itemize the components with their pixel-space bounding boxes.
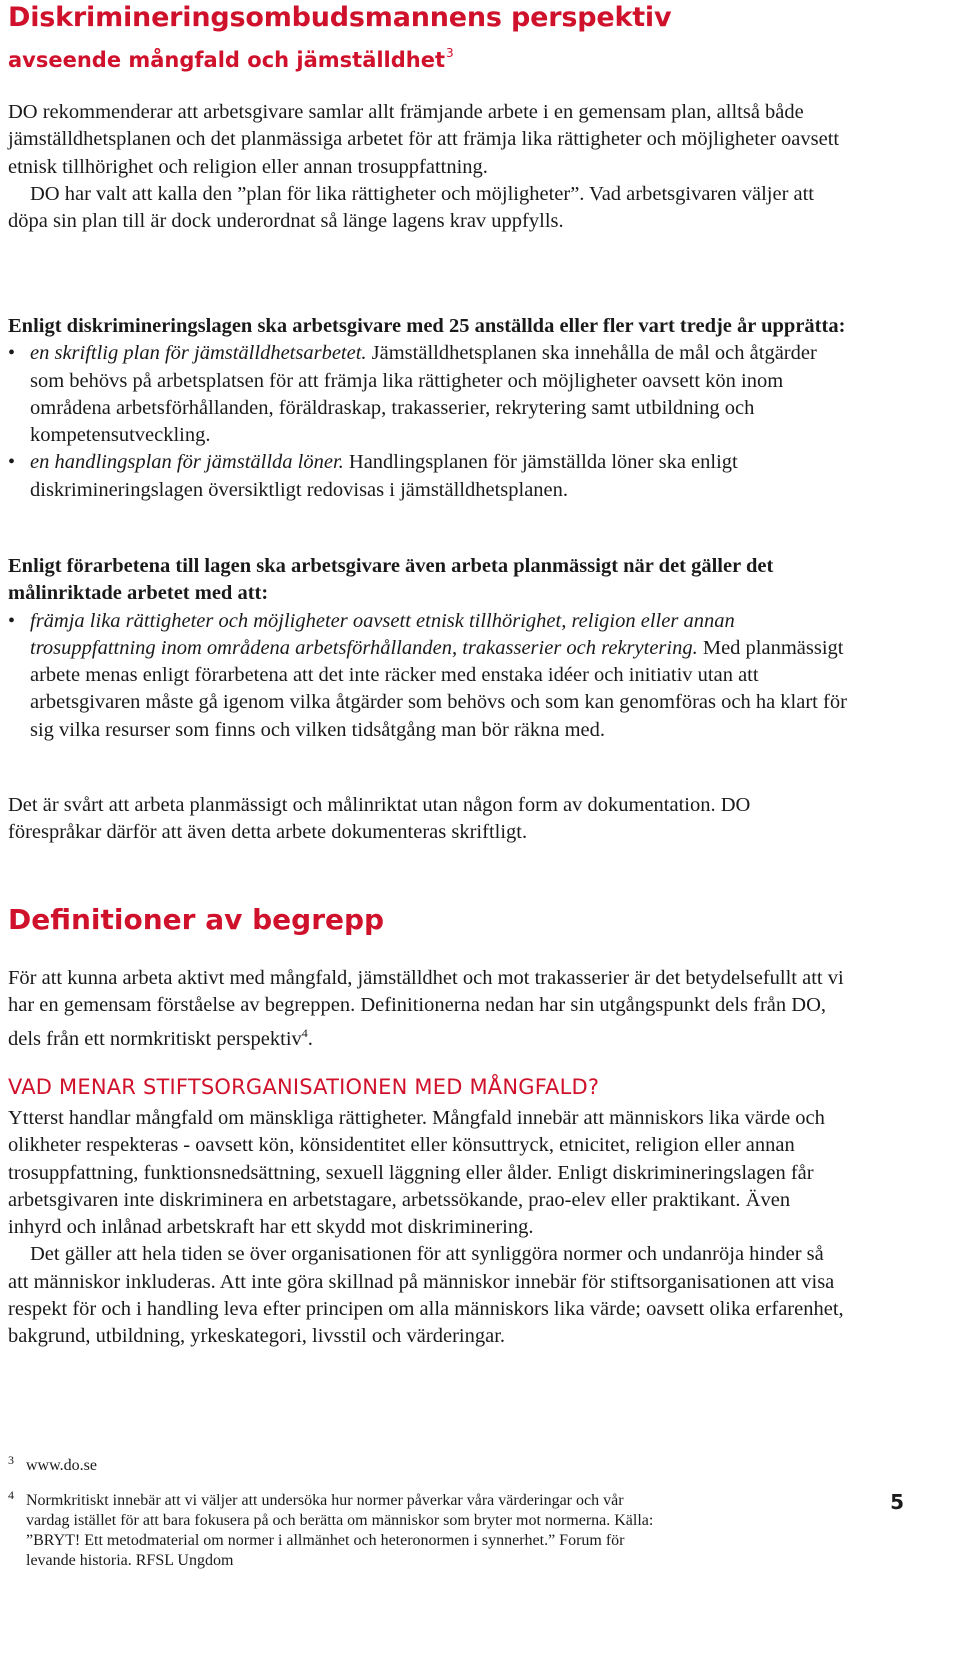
law-item-2-text: Handlingsplanen för jämställda löner ska enligt diskrimineringslagen översiktligt redovisas i jämställdhetsplanen.	[30, 451, 738, 501]
definitions-intro-text: För att kunna arbeta aktivt med mångfald, jämställdhet och mot trakasserier är det betydelsefullt att vi har en gemensam förståelse av begreppen. Definitionerna nedan har sin utgångspunkt dels från DO, dels från ett normkritiskt perspektiv	[8, 967, 844, 1050]
prep-item-1-text: Med planmässigt arbete menas enligt förarbetena att det inte räcker med enstaka idéer och initiativ utan att arbetsgivaren måste gå igenom vilka åtgärder som behövs och som kan genomföras och ha klart för sig vilka resurser som finns och vilken tidsåtgång man bör räkna med.	[30, 636, 847, 741]
page-subtitle	[8, 46, 454, 72]
closing-section	[8, 792, 848, 847]
intro-paragraph-1: DO rekommenderar att arbetsgivare samlar allt främjande arbete i en gemensam plan, alltså både jämställdhetsplanen och det planmässiga arbetet för att främja lika rättigheter och möjligheter oavsett etnisk tillhörighet och religion eller annan trosuppfattning.	[8, 101, 840, 178]
mangfald-paragraph-2: Det gäller att hela tiden se över organisationen för att synliggöra normer och undanröja hinder så att människor inkluderas. Att inte göra skillnad på människor innebär för stiftsorganisationen att visa respekt för och i handling leva efter principen om alla människors lika värde; oavsett olika erfarenhet, bakgrund, utbildning, yrkeskategori, livsstil och värderingar.	[8, 1243, 844, 1348]
mangfald-question: VAD MENAR STIFTSORGANISATIONEN MED MÅNGFALD?	[8, 1075, 600, 1099]
prep-list	[8, 608, 848, 744]
footnote-3-text: www.do.se	[26, 1457, 97, 1474]
law-item-1	[8, 340, 848, 449]
definitions-intro-section	[8, 965, 848, 1053]
law-item-1-text: Jämställdhetsplanen ska innehålla de mål och åtgärder som behövs på arbetsplatsen för att främja lika rättigheter och möjligheter oavsett kön inom områdena arbetsförhållanden, föräldraskap, trakasserier, rekrytering samt utbildning och kompetensutveckling.	[30, 342, 817, 447]
prep-item-1-italic: främja lika rättigheter och möjligheter oavsett etnisk tillhörighet, religion eller annan trosuppfattning inom områdena arbetsförhållanden, trakasserier och rekrytering.	[30, 609, 735, 659]
intro-paragraph-2: DO har valt att kalla den ”plan för lika rättigheter och möjligheter”. Vad arbetsgivaren väljer att döpa sin plan till är dock underordnat så länge lagens krav uppfylls.	[8, 182, 815, 233]
law-list	[8, 340, 848, 504]
footnote-4-text: Normkritiskt innebär att vi väljer att undersöka hur normer påverkar våra värderingar och vår vardag istället för att bara fokusera på och berätta om människor som bryter mot normerna. Källa: ”BRYT! Ett metodmaterial om normer i allmänhet och heteronormen i synnerhet.” Forum för levande historia. RFSL Ungdom	[26, 1492, 654, 1569]
prep-lead: Enligt förarbetena till lagen ska arbetsgivare även arbeta planmässigt när det gäller det målinriktade arbetet med att:	[8, 555, 774, 605]
page-title: Diskrimineringsombudsmannens perspektiv	[8, 2, 672, 33]
law-item-1-italic: en skriftlig plan för jämställdhetsarbetet.	[30, 342, 367, 365]
law-item-2-italic: en handlingsplan för jämställda löner.	[30, 451, 344, 474]
footnote-3-number: 3	[8, 1453, 14, 1467]
footnote-ref-3[interactable]: 3	[446, 46, 454, 60]
definitions-title: Definitioner av begrepp	[8, 903, 385, 936]
prep-section	[8, 553, 848, 744]
definitions-intro	[8, 965, 848, 1053]
footnote-ref-4[interactable]: 4	[301, 1025, 308, 1040]
footnote-4-number: 4	[8, 1488, 14, 1502]
definitions-intro-end: .	[307, 1027, 313, 1050]
subtitle-text: avseende mångfald och jämställdhet	[8, 48, 446, 72]
prep-item-1	[8, 608, 848, 744]
law-item-2	[8, 449, 848, 504]
mangfald-section	[8, 1105, 848, 1351]
law-lead: Enligt diskrimineringslagen ska arbetsgivare med 25 anställda eller fler vart tredje år upprätta:	[8, 315, 846, 337]
closing-paragraph: Det är svårt att arbeta planmässigt och målinriktat utan någon form av dokumentation. DO förespråkar därför att även detta arbete dokumenteras skriftligt.	[8, 794, 751, 844]
mangfald-paragraph-1: Ytterst handlar mångfald om mänskliga rättigheter. Mångfald innebär att människors lika värde och olikheter respekteras - oavsett kön, könsidentitet eller könsuttryck, etnicitet, religion eller annan trosuppfattning, funktionsnedsättning, sexuell läggning eller ålder. Enligt diskrimineringslagen får arbetsgivaren inte diskriminera en arbetstagare, arbetssökande, prao-elev eller praktikant. Även inhyrd och inlånad arbetskraft har ett skydd mot diskriminering.	[8, 1107, 825, 1239]
intro-section	[8, 99, 848, 235]
law-section	[8, 313, 848, 504]
page-number: 5	[890, 1490, 904, 1514]
